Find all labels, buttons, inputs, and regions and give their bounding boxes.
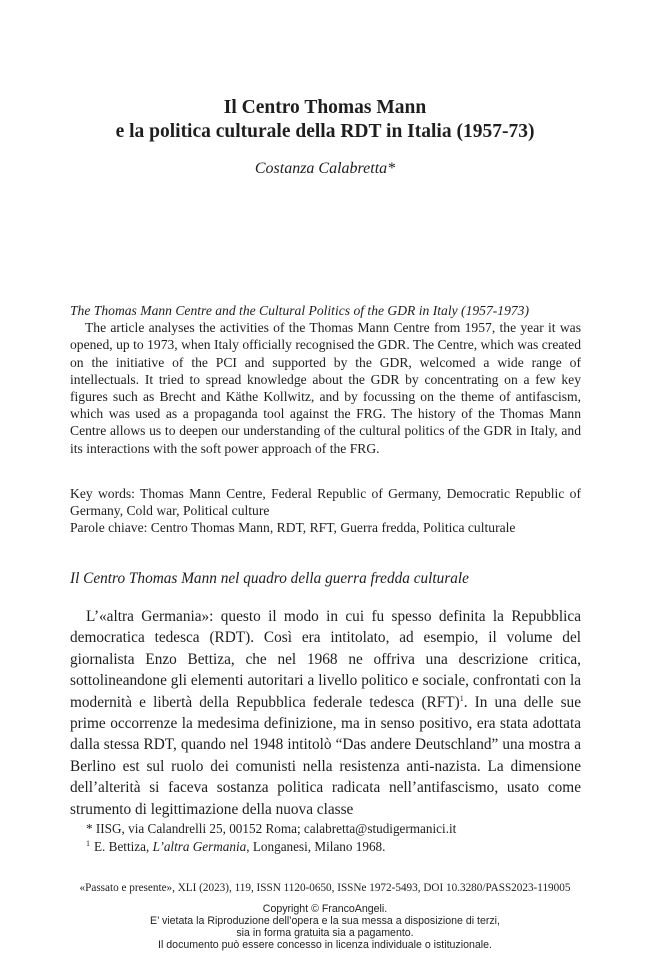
copyright-line-3: sia in forma gratuita sia a pagamento. xyxy=(236,927,414,939)
footnote-author: * IISG, via Calandrelli 25, 00152 Roma; calabretta@studigermanici.it xyxy=(86,821,457,836)
footnote-1 xyxy=(86,838,586,856)
abstract xyxy=(70,302,581,457)
footnote-1-title: L’altra Germania xyxy=(152,839,247,854)
section-heading: Il Centro Thomas Mann nel quadro della guerra fredda culturale xyxy=(70,570,469,587)
copyright-line-4: Il documento può essere concesso in licenza individuale o istituzionale. xyxy=(158,939,492,951)
keywords-english: Key words: Thomas Mann Centre, Federal Republic of Germany, Democratic Republic of Germany, Cold war, Political culture xyxy=(70,486,581,519)
abstract-title: The Thomas Mann Centre and the Cultural Politics of the GDR in Italy (1957-1973) xyxy=(70,303,530,318)
journal-citation: «Passato e presente», XLI (2023), 119, ISSN 1120-0650, ISSNe 1972-5493, DOI 10.3280/PASS2023-119005 xyxy=(79,882,571,894)
copyright-line-2: E’ vietata la Riproduzione dell’opera e la sua messa a disposizione di terzi, xyxy=(150,915,500,927)
article-title xyxy=(0,96,650,144)
title-line-2: e la politica culturale della RDT in Italia (1957-73) xyxy=(115,121,535,142)
abstract-body: The article analyses the activities of the Thomas Mann Centre from 1957, the year it was opened, up to 1973, when Italy officially recognised the GDR. The Centre, which was created on the initiative of the PCI and supported by the GDR, welcomed a wide range of intellectuals. It tried to spread knowledge about the GDR by concentrating on a few key figures such as Brecht and Käthe Kollwitz, and by focussing on the theme of antifascism, which was used as a propaganda tool against the FRG. The history of the Thomas Mann Centre allows us to deepen our understanding of the cultural politics of the GDR in Italy, and its interactions with the soft power approach of the FRG. xyxy=(70,320,581,456)
copyright-line-1: Copyright © FrancoAngeli. xyxy=(262,903,388,915)
body-paragraph-part1: L’«altra Germania»: questo il modo in cui fu spesso definita la Repubblica democratica tedesca (RDT). Così era intitolato, ad esempio, il volume del giornalista Enzo Bettiza, che nel 1968 ne offriva una descrizione critica, sottolineandone gli elementi autoritari a livello politico e sociale, confrontati con la modernità e libertà della Repubblica federale tedesca (RFT) xyxy=(70,608,581,711)
footnote-1-prefix: E. Bettiza, xyxy=(94,839,153,854)
copyright-notice xyxy=(0,903,650,951)
author-name: Costanza Calabretta* xyxy=(254,160,396,177)
title-line-1: Il Centro Thomas Mann xyxy=(223,97,427,118)
footnote-1-suffix: , Longanesi, Milano 1968. xyxy=(246,839,386,854)
keywords-block xyxy=(70,485,581,537)
body-paragraph xyxy=(70,606,581,820)
keywords-italian: Parole chiave: Centro Thomas Mann, RDT, RFT, Guerra fredda, Politica culturale xyxy=(70,520,516,536)
body-paragraph-part2: . In una delle sue prime occorrenze la medesima definizione, ma in senso positivo, era stata adottata dalla stessa RDT, quando nel 1948 intitolò “Das andere Deutschland” una mostra a Berlino est sul ruolo dei comunisti nella resistenza anti-nazista. La dimensione dell’alterità si faceva sostanza politica radicata nell’antifascismo, usato come strumento di legittimazione della nuova classe xyxy=(70,693,581,818)
footnotes xyxy=(86,820,586,856)
footnote-1-number: 1 xyxy=(86,838,90,848)
footnote-ref-1[interactable]: 1 xyxy=(459,693,464,703)
